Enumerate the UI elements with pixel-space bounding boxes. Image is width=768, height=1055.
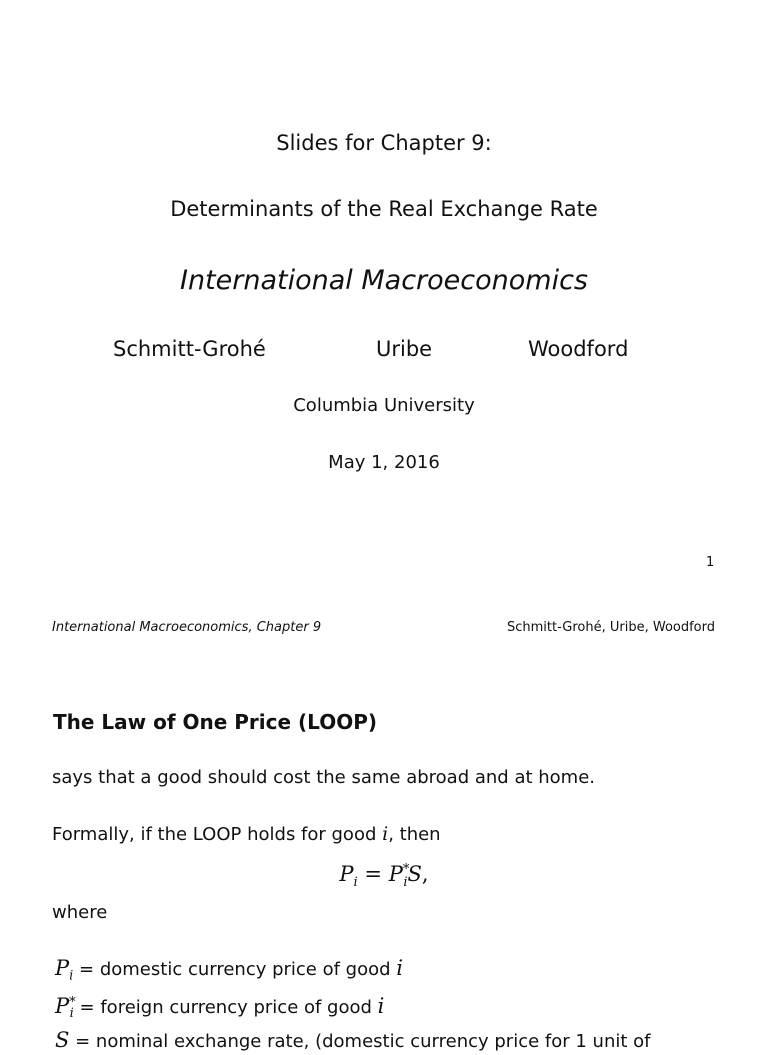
def-sup: * [69, 994, 76, 1010]
slide-title-line-1: Slides for Chapter 9: [276, 131, 492, 155]
paragraph-1: says that a good should cost the same abroad and at home. [52, 767, 596, 788]
definition-item [55, 1027, 650, 1055]
eq-rhs-sub: i [403, 875, 408, 891]
eq-rhs-var: P [388, 862, 403, 886]
def-text: = foreign currency price of good [73, 996, 378, 1018]
def-var: P [55, 993, 70, 1018]
date: May 1, 2016 [328, 452, 440, 473]
definition-item [55, 990, 650, 1028]
institution: Columbia University [293, 395, 475, 416]
paragraph-2-suffix: , then [388, 824, 441, 845]
eq-lhs-sub: i [353, 875, 358, 891]
paragraph-2 [52, 823, 441, 845]
def-text: = nominal exchange rate, (domestic currency price for 1 unit of [69, 1031, 651, 1053]
book-title: International Macroeconomics [179, 265, 588, 296]
slide-title-line-2: Determinants of the Real Exchange Rate [170, 197, 598, 221]
eq-lhs-var: P [339, 862, 354, 886]
definition-list [55, 955, 650, 1055]
eq-rhs-sup: * [402, 862, 410, 877]
page-number: 1 [706, 555, 715, 570]
section-heading: The Law of One Price (LOOP) [53, 710, 377, 734]
equation-loop [0, 862, 768, 890]
definition-item [55, 955, 650, 990]
def-tail: i [377, 993, 385, 1018]
header-left: International Macroeconomics, Chapter 9 [52, 620, 322, 635]
def-tail: i [396, 956, 403, 980]
def-var: P [55, 956, 70, 980]
def-text: = domestic currency price of good [73, 959, 397, 980]
paragraph-2-prefix: Formally, if the LOOP holds for good [52, 824, 383, 845]
def-sub: i [69, 968, 74, 984]
author-2: Uribe [376, 337, 433, 361]
header-right: Schmitt-Grohé, Uribe, Woodford [507, 620, 715, 635]
eq-rhs-tail: S [407, 862, 422, 886]
eq-rhs-end: , [421, 862, 429, 886]
math-var-i: i [382, 823, 389, 845]
def-var: S [55, 1028, 70, 1053]
author-3: Woodford [528, 337, 629, 361]
where-label: where [52, 902, 108, 923]
author-1: Schmitt-Grohé [113, 337, 266, 361]
eq-equals: = [364, 862, 383, 886]
def-sub: i [69, 1006, 74, 1022]
